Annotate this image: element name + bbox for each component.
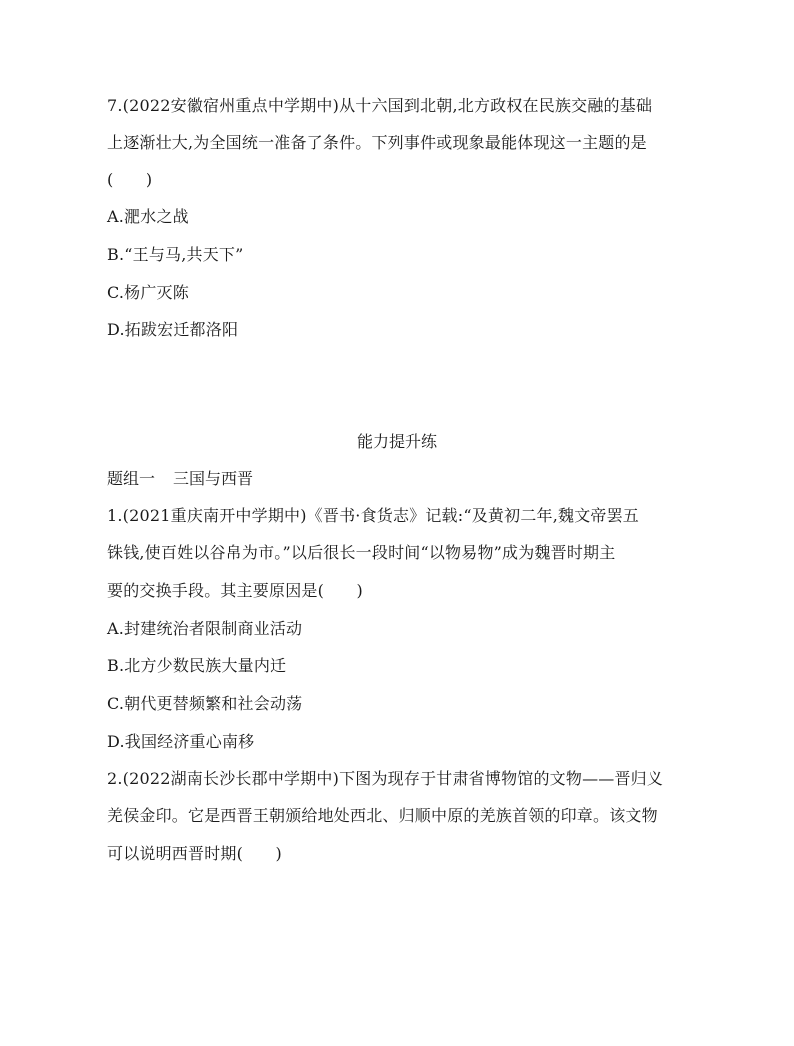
group-name: 三国与西晋 [173,469,254,488]
q7-option-d: D.拓跋宏迁都洛阳 [107,320,239,339]
q1-option-d: D.我国经济重心南移 [107,732,255,751]
q7-stem-line-2: 上逐渐壮大,为全国统一准备了条件。下列事件或现象最能体现这一主题的是 [107,133,647,152]
section-title: 能力提升练 [356,432,437,451]
q1-option-c: C.朝代更替频繁和社会动荡 [107,694,303,713]
q7-stem-line-1: 7.(2022安徽宿州重点中学期中)从十六国到北朝,北方政权在民族交融的基础 [107,96,653,115]
q2-stem-line-2: 羌侯金印。它是西晋王朝颁给地处西北、归顺中原的羌族首领的印章。该文物 [107,806,658,825]
q2-stem-line-1: 2.(2022湖南长沙长郡中学期中)下图为现存于甘肃省博物馆的文物——晋归义 [107,769,664,788]
q7-option-c: C.杨广灭陈 [107,283,189,302]
group-heading [107,469,253,489]
q7-option-a: A.淝水之战 [107,207,189,226]
q7-answer-blank: ( ) [107,170,153,189]
q7-option-b: B.“王与马,共天下” [107,245,244,264]
q2-stem-line-3: 可以说明西晋时期( ) [107,844,282,863]
q1-option-b: B.北方少数民族大量内迁 [107,656,287,675]
q1-stem-line-1: 1.(2021重庆南开中学期中)《晋书·食货志》记载:“及黄初二年,魏文帝罢五 [107,506,640,525]
group-label: 题组一 [107,469,156,488]
q1-stem-line-2: 铢钱,使百姓以谷帛为市。”以后很长一段时间“以物易物”成为魏晋时期主 [107,543,616,562]
q1-option-a: A.封建统治者限制商业活动 [107,619,303,638]
q1-stem-line-3: 要的交换手段。其主要原因是( ) [107,581,363,600]
